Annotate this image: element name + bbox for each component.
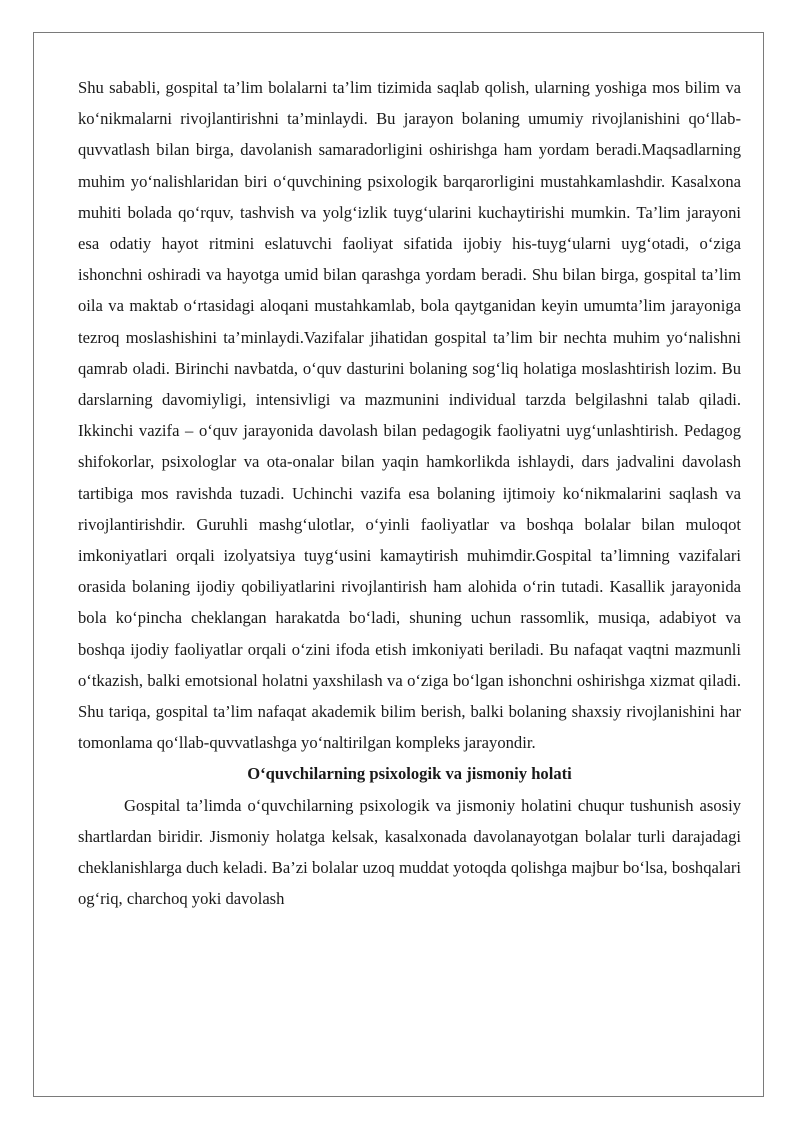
document-body xyxy=(78,72,741,914)
body-paragraph: Shu sababli, gospital ta’lim bolalarni ta’lim tizimida saqlab qolish, ularning yoshiga mos bilim va ko‘nikmalarni rivojlantirishni ta’minlaydi. Bu jarayon bolaning umumiy rivojlanishini qo‘llab-quvvatlash bilan birga, davolanish samaradorligini oshirishga ham yordam beradi.Maqsadlarning muhim yo‘nalishlaridan biri o‘quvchining psixologik barqarorligini mustahkamlashdir. Kasalxona muhiti bolada qo‘rquv, tashvish va yolg‘izlik tuyg‘ularini kuchaytirishi mumkin. Ta’lim jarayoni esa odatiy hayot ritmini eslatuvchi faoliyat sifatida ijobiy his-tuyg‘ularni uyg‘otadi, o‘ziga ishonchni oshiradi va hayotga umid bilan qarashga yordam beradi. Shu bilan birga, gospital ta’lim oila va maktab o‘rtasidagi aloqani mustahkamlab, bola qaytganidan keyin umumta’lim jarayoniga tezroq moslashishini ta’minlaydi.Vazifalar jihatidan gospital ta’lim bir nechta muhim yo‘nalishni qamrab oladi. Birinchi navbatda, o‘quv dasturini bolaning sog‘liq holatiga moslashtirish lozim. Bu darslarning davomiyligi, intensivligi va mazmunini individual tarzda belgilashni talab qiladi. Ikkinchi vazifa – o‘quv jarayonida davolash bilan pedagogik faoliyatni uyg‘unlashtirish. Pedagog shifokorlar, psixologlar va ota-onalar bilan yaqin hamkorlikda ishlaydi, dars jadvalini davolash tartibiga mos ravishda tuzadi. Uchinchi vazifa esa bolaning ijtimoiy ko‘nikmalarini saqlash va rivojlantirishdir. Guruhli mashg‘ulotlar, o‘yinli faoliyatlar va boshqa bolalar bilan muloqot imkoniyatlari orqali izolyatsiya tuyg‘usini kamaytirish muhimdir.Gospital ta’limning vazifalari orasida bolaning ijodiy qobiliyatlarini rivojlantirish ham alohida o‘rin tutadi. Kasallik jarayonida bola ko‘pincha cheklangan harakatda bo‘ladi, shuning uchun rassomlik, musiqa, adabiyot va boshqa ijodiy faoliyatlar orqali o‘zini ifoda etish imkoniyati beriladi. Bu nafaqat vaqtni mazmunli o‘tkazish, balki emotsional holatni yaxshilash va o‘ziga bo‘lgan ishonchni oshirishga xizmat qiladi. Shu tariqa, gospital ta’lim nafaqat akademik bilim berish, balki bolaning shaxsiy rivojlanishini har tomonlama qo‘llab-quvvatlashga yo‘naltirilgan kompleks jarayondir. xyxy=(78,78,741,753)
body-paragraph: Gospital ta’limda o‘quvchilarning psixologik va jismoniy holatini chuqur tushunish asosiy shartlardan biridir. Jismoniy holatga kelsak, kasalxonada davolanayotgan bolalar turli darajadagi cheklanishlarga duch keladi. Ba’zi bolalar uzoq muddat yotoqda qolishga majbur bo‘lsa, boshqalari og‘riq, charchoq yoki davolash xyxy=(78,795,741,909)
section-heading: O‘quvchilarning psixologik va jismoniy holati xyxy=(247,764,572,784)
